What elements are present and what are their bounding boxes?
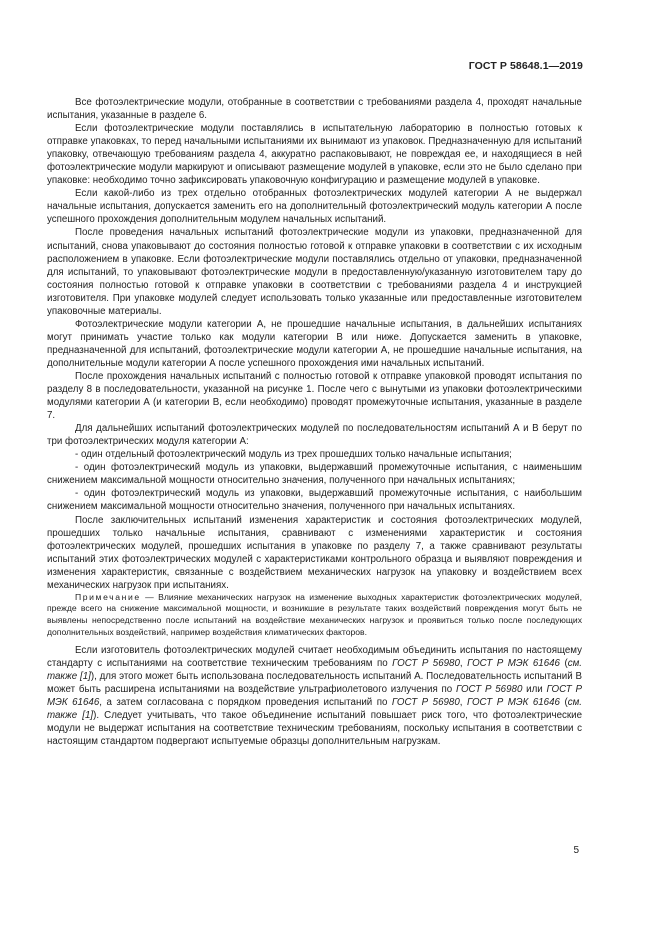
standard-reference: ГОСТ Р МЭК 61646 <box>467 658 560 670</box>
paragraph: Все фотоэлектрические модули, отобранные в соответствии с требованиями раздела 4, проходят начальные испытания, указанные в разделе 6. <box>47 97 582 122</box>
bibliography-reference: см. также [1] <box>47 697 582 722</box>
paragraph: После проведения начальных испытаний фотоэлектрические модули из упаковки, предназначенной для испытаний, снова упаковывают до состояния полностью готовой к отправке упаковки в соответствии с их исходным расположением в упаковке. Если фотоэлектрические модули поставлялись отдельно от упаковки, предназначенной для испытаний, то упаковывают фотоэлектрические модули в предоставленную/указанную изготовителем тару до состояния полностью готовой к отправке упаковки в соответствии с требованиями раздела 4 и инструкцией изготовителя. При упаковке модулей следует использовать только указанные или предоставленные изготовителем упаковочные материалы. <box>47 227 582 317</box>
paragraph: Если какой-либо из трех отдельно отобранных фотоэлектрических модулей категории А не выдержал начальные испытания, допускается заменить его на дополнительный фотоэлектрический модуль категории А после успешного прохождения дополнительным модулем начальных испытаний. <box>47 188 582 226</box>
standard-reference: ГОСТ Р МЭК 61646 <box>466 697 560 709</box>
list-item: - один фотоэлектрический модуль из упаковки, выдержавший промежуточные испытания, с наибольшим снижением максимальной мощности относительно значения, полученного при начальных испытаниях. <box>47 488 582 513</box>
standard-reference: ГОСТ Р МЭК 61646 <box>47 684 583 709</box>
text-run: Если изготовитель фотоэлектрических модулей считает необходимым объединить испытания по настоящему стандарту с испытаниями на соответствие техническим требованиям по <box>47 645 582 670</box>
document-body <box>47 96 582 749</box>
document-header: ГОСТ Р 58648.1—2019 <box>468 60 583 72</box>
text-run: ( <box>559 658 568 670</box>
text-run: или <box>522 684 547 696</box>
paragraph: После заключительных испытаний изменения характеристик и состояния фотоэлектрических модулей, прошедших только начальные испытания, сравнивают с изменениями характеристик и состояния фотоэлектрических модулей, прошедших испытания в упаковке по разделу 7, а также сравнивают результаты испытаний этих фотоэлектрических модулей с характеристиками контрольного образца и выявляют повреждения и изменения характеристик, связанные с воздействием механических нагрузок на упаковку и воздействием всех механических нагрузок при испытаниях. <box>47 514 582 591</box>
standard-reference: ГОСТ Р 56980 <box>392 658 460 670</box>
text-run: , а затем согласована с порядком проведения испытаний по <box>99 697 392 709</box>
note-label: Примечание <box>75 591 141 602</box>
paragraph: Если фотоэлектрические модули поставлялись в испытательную лабораторию в полностью готовых к отправке упаковках, то перед начальными испытаниями их вынимают из упаковок. Предназначенную для испытаний упаковку, отвечающую требованиям раздела 4, аккуратно распаковывают, не повреждая ее, и находящиеся в ней фотоэлектрические модули маркируют и описывают размещение модулей в упаковке, если это не было сделано при упаковке: необходимо точно зафиксировать упаковочную конфигурацию и размещение модулей в упаковке. <box>47 123 582 187</box>
page-number: 5 <box>573 845 579 856</box>
list-item: - один фотоэлектрический модуль из упаковки, выдержавший промежуточные испытания, с наименьшим снижением максимальной мощности относительно значения, полученного при начальных испытаниях; <box>47 462 582 487</box>
bibliography-reference: см. также [1] <box>47 658 582 683</box>
text-run: , <box>459 697 467 709</box>
paragraph: Для дальнейших испытаний фотоэлектрических модулей по последовательностям испытаний А и В берут по три фотоэлектрических модуля категории А: <box>47 423 582 448</box>
note-text: — Влияние механических нагрузок на изменение выходных характеристик фотоэлектрических модулей, прежде всего на снижение максимальной мощности, и возникшие в результате таких воздействий повреждения могут быть не выявлены непосредственно после испытаний на воздействие механических нагрузок и проявиться только после последующих дополнительных воздействий, например воздействия климатических факторов. <box>47 591 582 637</box>
paragraph-with-references <box>47 644 582 748</box>
text-run: ( <box>559 697 568 709</box>
text-run: , <box>459 658 468 670</box>
text-run: ), для этого может быть использована последовательность испытаний А. Последовательность испытаний В может быть расширена испытаниями на воздействие ультрафиолетового излучения по <box>47 671 582 696</box>
list-item: - один отдельный фотоэлектрический модуль из трех прошедших только начальные испытания; <box>75 449 512 461</box>
standard-reference: ГОСТ Р 56980 <box>391 697 460 709</box>
note <box>47 592 582 638</box>
paragraph: После прохождения начальных испытаний с полностью готовой к отправке упаковкой проводят испытания по разделу 8 в последовательности, указанной на рисунке 1. После чего с вынутыми из упаковки фотоэлектрическими модулями категории А (и категории В, если необходимо) проводят промежуточные испытания, указанные в разделе 7. <box>47 370 582 422</box>
standard-reference: ГОСТ Р 56980 <box>455 684 523 696</box>
text-run: ). Следует учитывать, что такое объединение испытаний повышает риск того, что фотоэлектрические модули не выдержат испытания на соответствие техническим требованиям, поскольку испытания в соответствии с настоящим стандартом подвергают испытуемые образцы дополнительным нагрузкам. <box>47 710 583 748</box>
paragraph: Фотоэлектрические модули категории А, не прошедшие начальные испытания, в дальнейших испытаниях могут принимать участие только как модули категории В или ниже. Допускается заменить в упаковке, предназначенной для испытаний, фотоэлектрические модули категории А, не прошедшие начальные испытания, на дополнительные модули категории А после успешного прохождения ими начальных испытаний. <box>47 318 582 369</box>
